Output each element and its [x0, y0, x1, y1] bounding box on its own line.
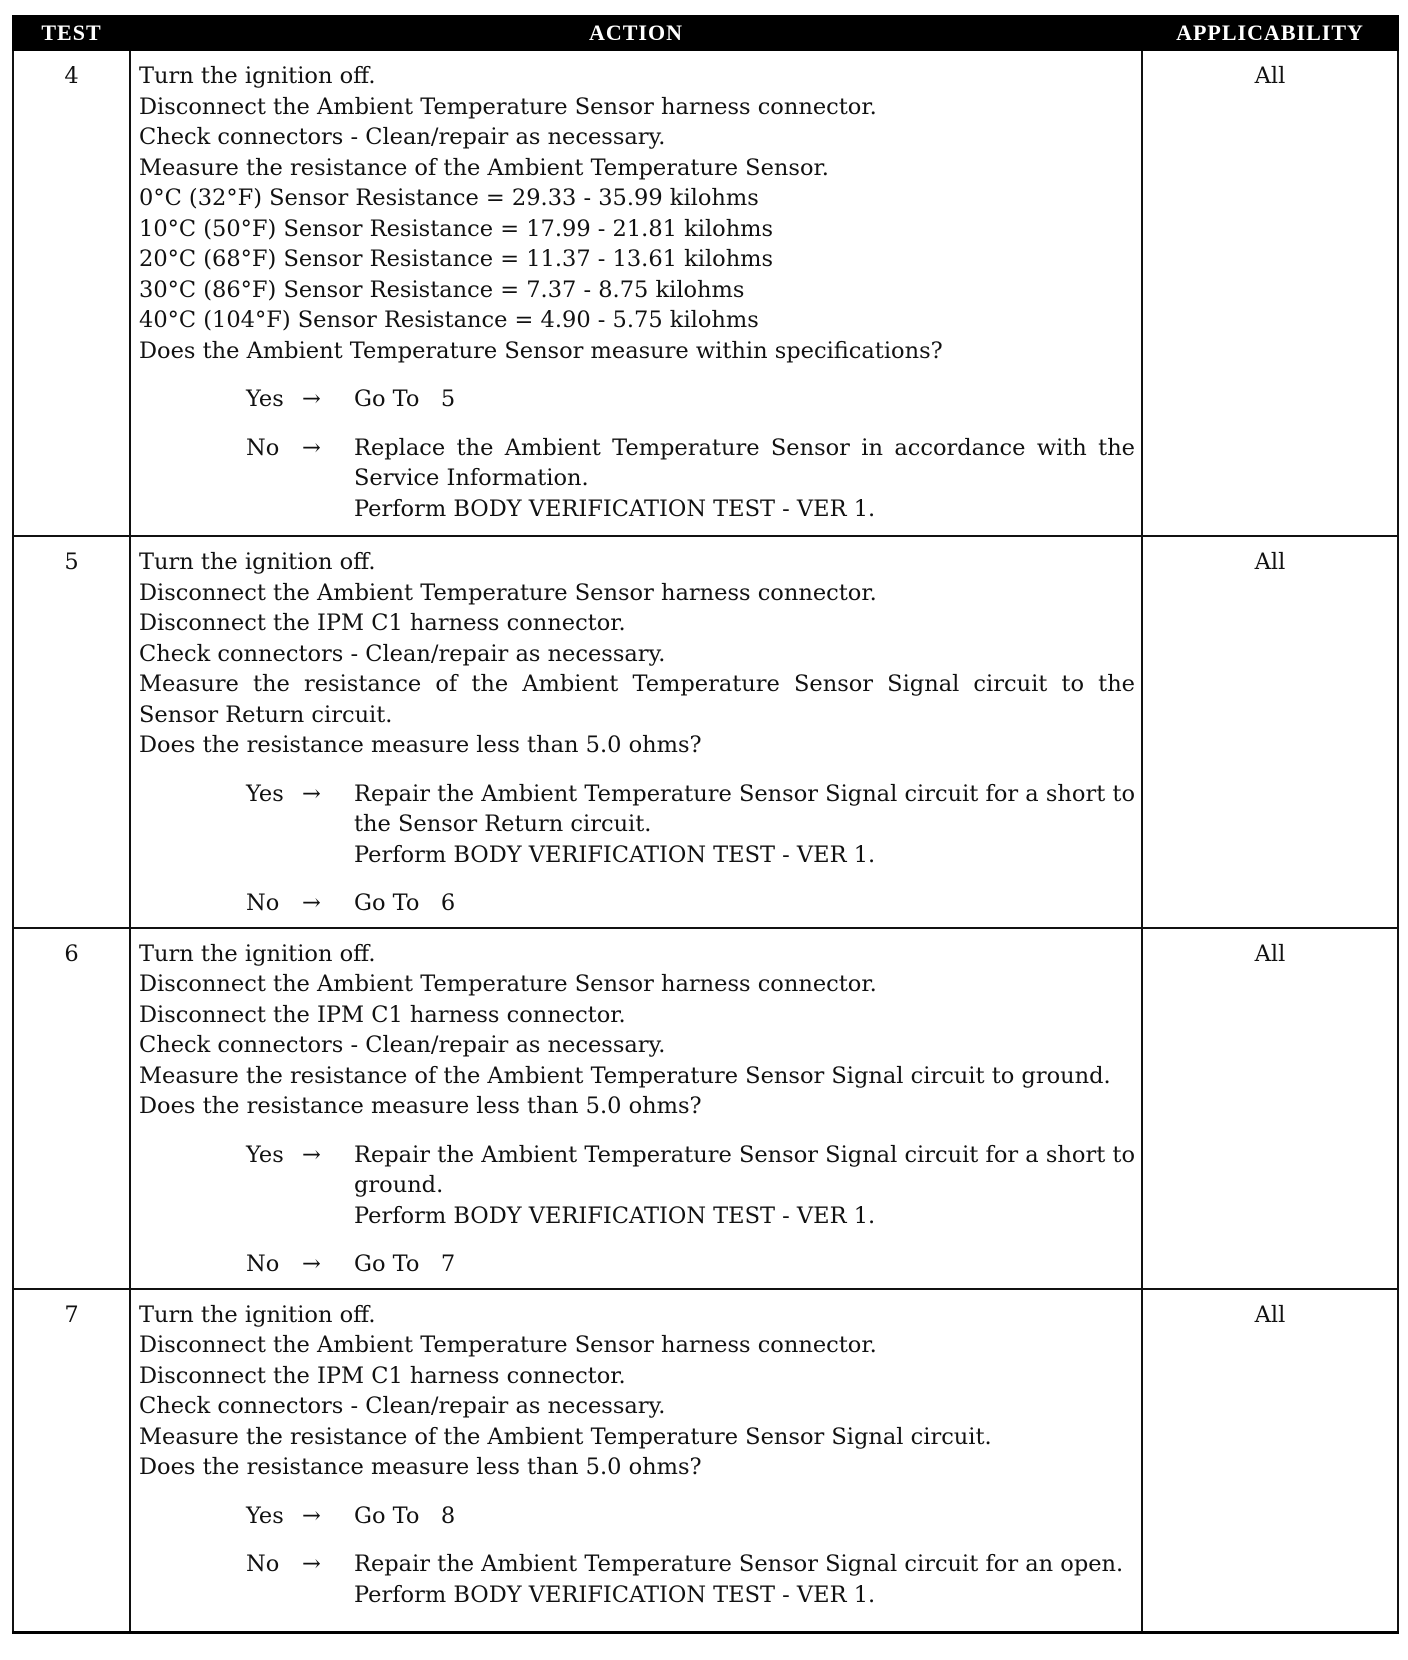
action-step: 30°C (86°F) Sensor Resistance = 7.37 - 8.75 kilohms: [139, 276, 745, 303]
yes-result: [246, 1501, 1135, 1532]
action-step: Disconnect the Ambient Temperature Sensor harness connector.: [139, 93, 877, 120]
action-step: Check connectors - Clean/repair as necessary.: [139, 640, 666, 667]
action-step: Check connectors - Clean/repair as necessary.: [139, 124, 666, 150]
diagnostic-table-page: [12, 15, 1397, 1634]
action-step: 10°C (50°F) Sensor Resistance = 17.99 - 21.81 kilohms: [139, 215, 774, 242]
table-row: [13, 1289, 1398, 1633]
table-header-row: [13, 16, 1398, 50]
right-arrow-icon: →: [302, 434, 321, 461]
test-number: 5: [13, 536, 130, 928]
header-applicability: APPLICABILITY: [1142, 16, 1398, 50]
answer-label: Yes: [246, 386, 284, 412]
result-line: Go To 8: [354, 1502, 456, 1529]
applicability-value: All: [1142, 50, 1398, 536]
result-text: [354, 433, 1143, 525]
action-step: Turn the ignition off.: [139, 549, 376, 575]
action-step: Check connectors - Clean/repair as necessary.: [139, 1393, 666, 1419]
action-cell: [130, 536, 1142, 928]
right-arrow-icon: →: [302, 1502, 321, 1529]
header-test: TEST: [13, 16, 130, 50]
test-number: 6: [13, 928, 130, 1289]
no-result: [246, 433, 1143, 525]
action-step: 0°C (32°F) Sensor Resistance = 29.33 - 35.99 kilohms: [139, 185, 759, 211]
action-step: Measure the resistance of the Ambient Temperature Sensor.: [139, 154, 829, 181]
action-step: Disconnect the IPM C1 harness connector.: [139, 610, 626, 636]
right-arrow-icon: →: [302, 1251, 321, 1277]
table-row: [13, 50, 1398, 536]
result-line: Go To 5: [354, 386, 456, 412]
right-arrow-icon: →: [302, 386, 321, 412]
result-line: Perform BODY VERIFICATION TEST - VER 1.: [354, 1581, 876, 1608]
action-step: Disconnect the IPM C1 harness connector.: [139, 1001, 626, 1028]
answer-label: Yes: [246, 1502, 284, 1529]
result-text: [354, 384, 1135, 415]
action-step: Turn the ignition off.: [139, 1301, 376, 1328]
result-line: Perform BODY VERIFICATION TEST - VER 1.: [354, 495, 876, 522]
action-step: 40°C (104°F) Sensor Resistance = 4.90 - 5.75 kilohms: [139, 307, 759, 333]
result-line: Repair the Ambient Temperature Sensor Signal circuit for a short to ground.: [354, 1141, 1143, 1198]
action-step: Disconnect the Ambient Temperature Sensor harness connector.: [139, 579, 877, 606]
yes-result: [246, 384, 1135, 415]
result-text: [354, 1549, 1135, 1610]
action-step: Disconnect the IPM C1 harness connector.: [139, 1362, 626, 1389]
no-result: [246, 1549, 1135, 1610]
table-row: [13, 928, 1398, 1289]
action-cell: [130, 928, 1142, 1289]
table-row: [13, 536, 1398, 928]
action-step: Turn the ignition off.: [139, 940, 376, 967]
action-cell: [130, 1289, 1142, 1633]
result-line: Perform BODY VERIFICATION TEST - VER 1.: [354, 1202, 876, 1229]
result-text: [354, 888, 1135, 919]
header-action: ACTION: [130, 16, 1142, 50]
action-step: Does the resistance measure less than 5.0 ohms?: [139, 1454, 702, 1480]
action-step: Measure the resistance of the Ambient Temperature Sensor Signal circuit to ground.: [139, 1062, 1111, 1089]
result-line: Perform BODY VERIFICATION TEST - VER 1.: [354, 841, 876, 868]
result-line: Go To 6: [354, 890, 456, 916]
result-text: [354, 1501, 1135, 1532]
yes-result: [246, 779, 1143, 871]
result-text: [354, 779, 1143, 871]
diagnostic-test-table: [12, 15, 1399, 1634]
result-line: Repair the Ambient Temperature Sensor Signal circuit for a short to the Sensor Return circuit.: [354, 780, 1143, 837]
action-step: Does the resistance measure less than 5.0 ohms?: [139, 1093, 702, 1119]
test-number: 7: [13, 1289, 130, 1633]
right-arrow-icon: →: [302, 1551, 321, 1577]
answer-label: No: [246, 890, 280, 916]
no-result: [246, 1249, 1135, 1280]
action-step: Turn the ignition off.: [139, 63, 376, 89]
applicability-value: All: [1142, 536, 1398, 928]
result-text: [354, 1140, 1143, 1232]
answer-label: Yes: [246, 780, 284, 807]
answer-label: Yes: [246, 1141, 284, 1168]
right-arrow-icon: →: [302, 1141, 321, 1168]
action-step: Disconnect the Ambient Temperature Sensor harness connector.: [139, 1332, 877, 1358]
action-step: Measure the resistance of the Ambient Temperature Sensor Signal circuit.: [139, 1423, 992, 1450]
action-step: Does the Ambient Temperature Sensor measure within specifications?: [139, 337, 943, 364]
result-text: [354, 1249, 1135, 1280]
answer-label: No: [246, 1551, 280, 1577]
yes-result: [246, 1140, 1143, 1232]
test-number: 4: [13, 50, 130, 536]
action-step: Check connectors - Clean/repair as necessary.: [139, 1032, 666, 1058]
answer-label: No: [246, 1251, 280, 1277]
right-arrow-icon: →: [302, 890, 321, 916]
action-step: Disconnect the Ambient Temperature Sensor harness connector.: [139, 971, 877, 997]
answer-label: No: [246, 434, 280, 461]
result-line: Repair the Ambient Temperature Sensor Signal circuit for an open.: [354, 1551, 1124, 1577]
applicability-value: All: [1142, 1289, 1398, 1633]
applicability-value: All: [1142, 928, 1398, 1289]
right-arrow-icon: →: [302, 780, 321, 807]
action-step: 20°C (68°F) Sensor Resistance = 11.37 - 13.61 kilohms: [139, 246, 774, 272]
action-step: Measure the resistance of the Ambient Temperature Sensor Signal circuit to the Sensor Return circuit.: [139, 671, 1135, 728]
result-line: Go To 7: [354, 1251, 456, 1277]
no-result: [246, 888, 1135, 919]
action-cell: [130, 50, 1142, 536]
table-body: [13, 50, 1398, 1633]
result-line: Replace the Ambient Temperature Sensor in accordance with the Service Information.: [354, 434, 1143, 491]
action-step: Does the resistance measure less than 5.0 ohms?: [139, 732, 702, 758]
